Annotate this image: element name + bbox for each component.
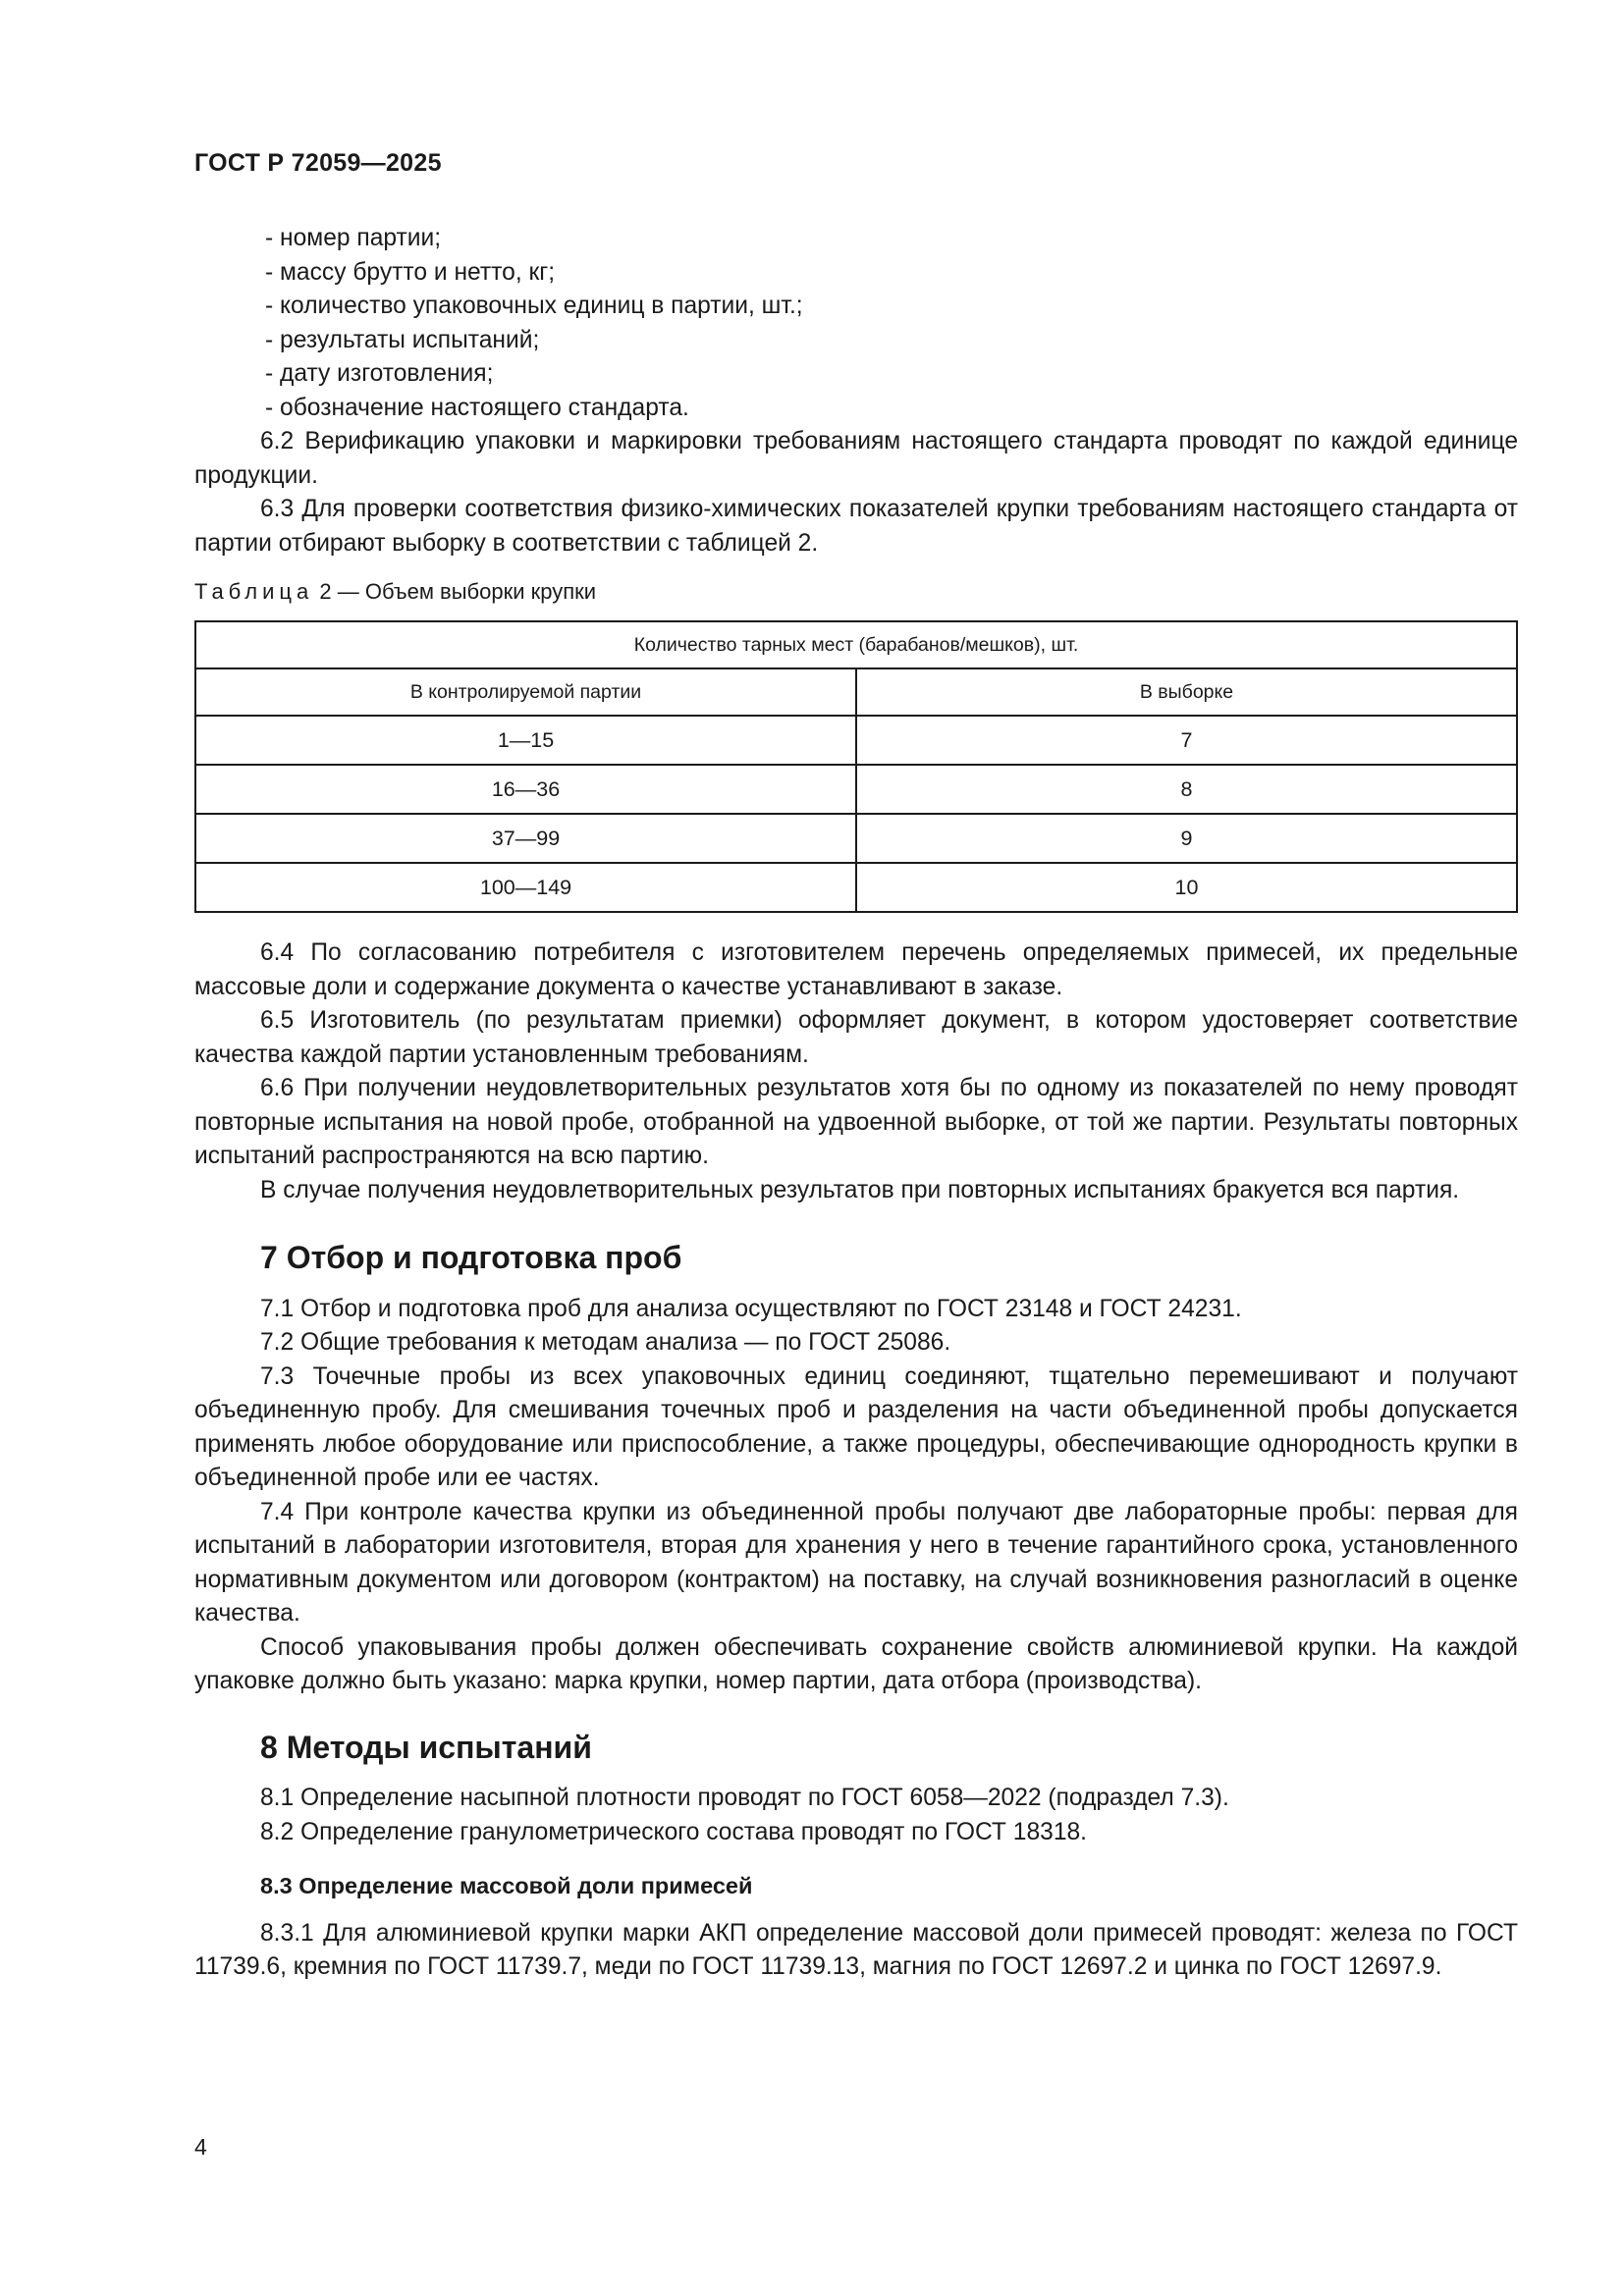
- list-item: - номер партии;: [265, 225, 442, 251]
- list-item: - количество упаковочных единиц в партии, шт.;: [265, 293, 803, 319]
- table-row: [195, 765, 1517, 814]
- list-item: - дату изготовления;: [265, 360, 494, 387]
- table-caption: [194, 579, 596, 605]
- subsection-8-3-heading: 8.3 Определение массовой доли примесей: [260, 1873, 753, 1898]
- table-row: [195, 863, 1517, 912]
- paragraph-6-2: 6.2 Верификацию упаковки и маркировки требованиям настоящего стандарта проводят по каждой единице продукции.: [194, 428, 1518, 489]
- paragraph-6-5: 6.5 Изготовитель (по результатам приемки) оформляет документ, в котором удостоверяет соответствие качества каждой партии установленным требованиям.: [194, 1007, 1518, 1068]
- section-7-heading: 7 Отбор и подготовка проб: [260, 1240, 682, 1275]
- table-cell-lot: 16—36: [195, 765, 856, 814]
- paragraph-7-2: 7.2 Общие требования к методам анализа — по ГОСТ 25086.: [260, 1329, 951, 1356]
- table-row: [195, 814, 1517, 863]
- table-cell-sample: 8: [856, 765, 1517, 814]
- table-cell-sample: 7: [856, 716, 1517, 765]
- section-6-lower: [194, 936, 1518, 1985]
- paragraph-7-4: 7.4 При контроле качества крупки из объединенной пробы получают две лабораторные пробы: первая для испытаний в лаборатории изготовителя, вторая для хранения у него в течение гарантийного срока, установленного нормативным документом или договором (контрактом) на поставку, на случай возникновения разногласий в оценке качества.: [194, 1498, 1518, 1627]
- paragraph-6-6: 6.6 При получении неудовлетворительных результатов хотя бы по одному из показателей по нему проводят повторные испытания на новой пробе, отобранной на удвоенной выборке, от той же партии. Результаты повторных испытаний распространяются на всю партию.: [194, 1075, 1518, 1169]
- page-number: 4: [194, 2134, 207, 2160]
- list-item: - результаты испытаний;: [265, 326, 540, 353]
- table-caption-word: Таблица: [194, 579, 314, 604]
- paragraph-8-2: 8.2 Определение гранулометрического состава проводят по ГОСТ 18318.: [260, 1818, 1088, 1845]
- table-header-sample: В выборке: [856, 668, 1517, 716]
- paragraph-6-3: 6.3 Для проверки соответствия физико-химических показателей крупки требованиям настоящего стандарта от партии отбирают выборку в соответствии с таблицей 2.: [194, 496, 1518, 557]
- table-cell-lot: 37—99: [195, 814, 856, 863]
- table-header-top: Количество тарных мест (барабанов/мешков), шт.: [195, 621, 1517, 668]
- paragraph-8-1: 8.1 Определение насыпной плотности проводят по ГОСТ 6058—2022 (подраздел 7.3).: [260, 1785, 1229, 1811]
- table-header-row: [195, 668, 1517, 716]
- table-header-row: [195, 621, 1517, 668]
- document-header: ГОСТ Р 72059—2025: [194, 149, 442, 177]
- table-header-lot: В контролируемой партии: [195, 668, 856, 716]
- paragraph-8-3-1: 8.3.1 Для алюминиевой крупки марки АКП определение массовой доли примесей проводят: железа по ГОСТ 11739.6, кремния по ГОСТ 11739.7, меди по ГОСТ 11739.13, магния по ГОСТ 12697.2 и цинка по ГОСТ 12697.9.: [194, 1919, 1518, 1980]
- table-row: [195, 716, 1517, 765]
- paragraph-7-3: 7.3 Точечные пробы из всех упаковочных единиц соединяют, тщательно перемешивают и получают объединенную пробу. Для смешивания точечных проб и разделения на части объединенной пробы допускается применять любое оборудование или приспособление, а также процедуры, обеспечивающие однородность крупки в объединенной пробе или ее частях.: [194, 1362, 1518, 1491]
- list-item: - массу брутто и нетто, кг;: [265, 258, 556, 286]
- paragraph-6-6-continued: В случае получения неудовлетворительных результатов при повторных испытаниях бракуется вся партия.: [260, 1176, 1460, 1203]
- section-8-heading: 8 Методы испытаний: [260, 1729, 592, 1765]
- table-cell-sample: 10: [856, 863, 1517, 912]
- paragraph-7-4-continued: Способ упаковывания пробы должен обеспечивать сохранение свойств алюминиевой крупки. На каждой упаковке должно быть указано: марка крупки, номер партии, дата отбора (производства).: [194, 1633, 1518, 1694]
- table-cell-sample: 9: [856, 814, 1517, 863]
- section-6-upper: [194, 222, 1518, 561]
- table-cell-lot: 100—149: [195, 863, 856, 912]
- paragraph-6-4: 6.4 По согласованию потребителя с изготовителем перечень определяемых примесей, их предельные массовые доли и содержание документа о качестве устанавливают в заказе.: [194, 939, 1518, 1000]
- paragraph-7-1: 7.1 Отбор и подготовка проб для анализа осуществляют по ГОСТ 23148 и ГОСТ 24231.: [260, 1295, 1242, 1322]
- sample-size-table: [194, 620, 1518, 913]
- table-cell-lot: 1—15: [195, 716, 856, 765]
- list-item: - обозначение настоящего стандарта.: [265, 394, 689, 421]
- table-caption-title: 2 — Объем выборки крупки: [319, 579, 597, 604]
